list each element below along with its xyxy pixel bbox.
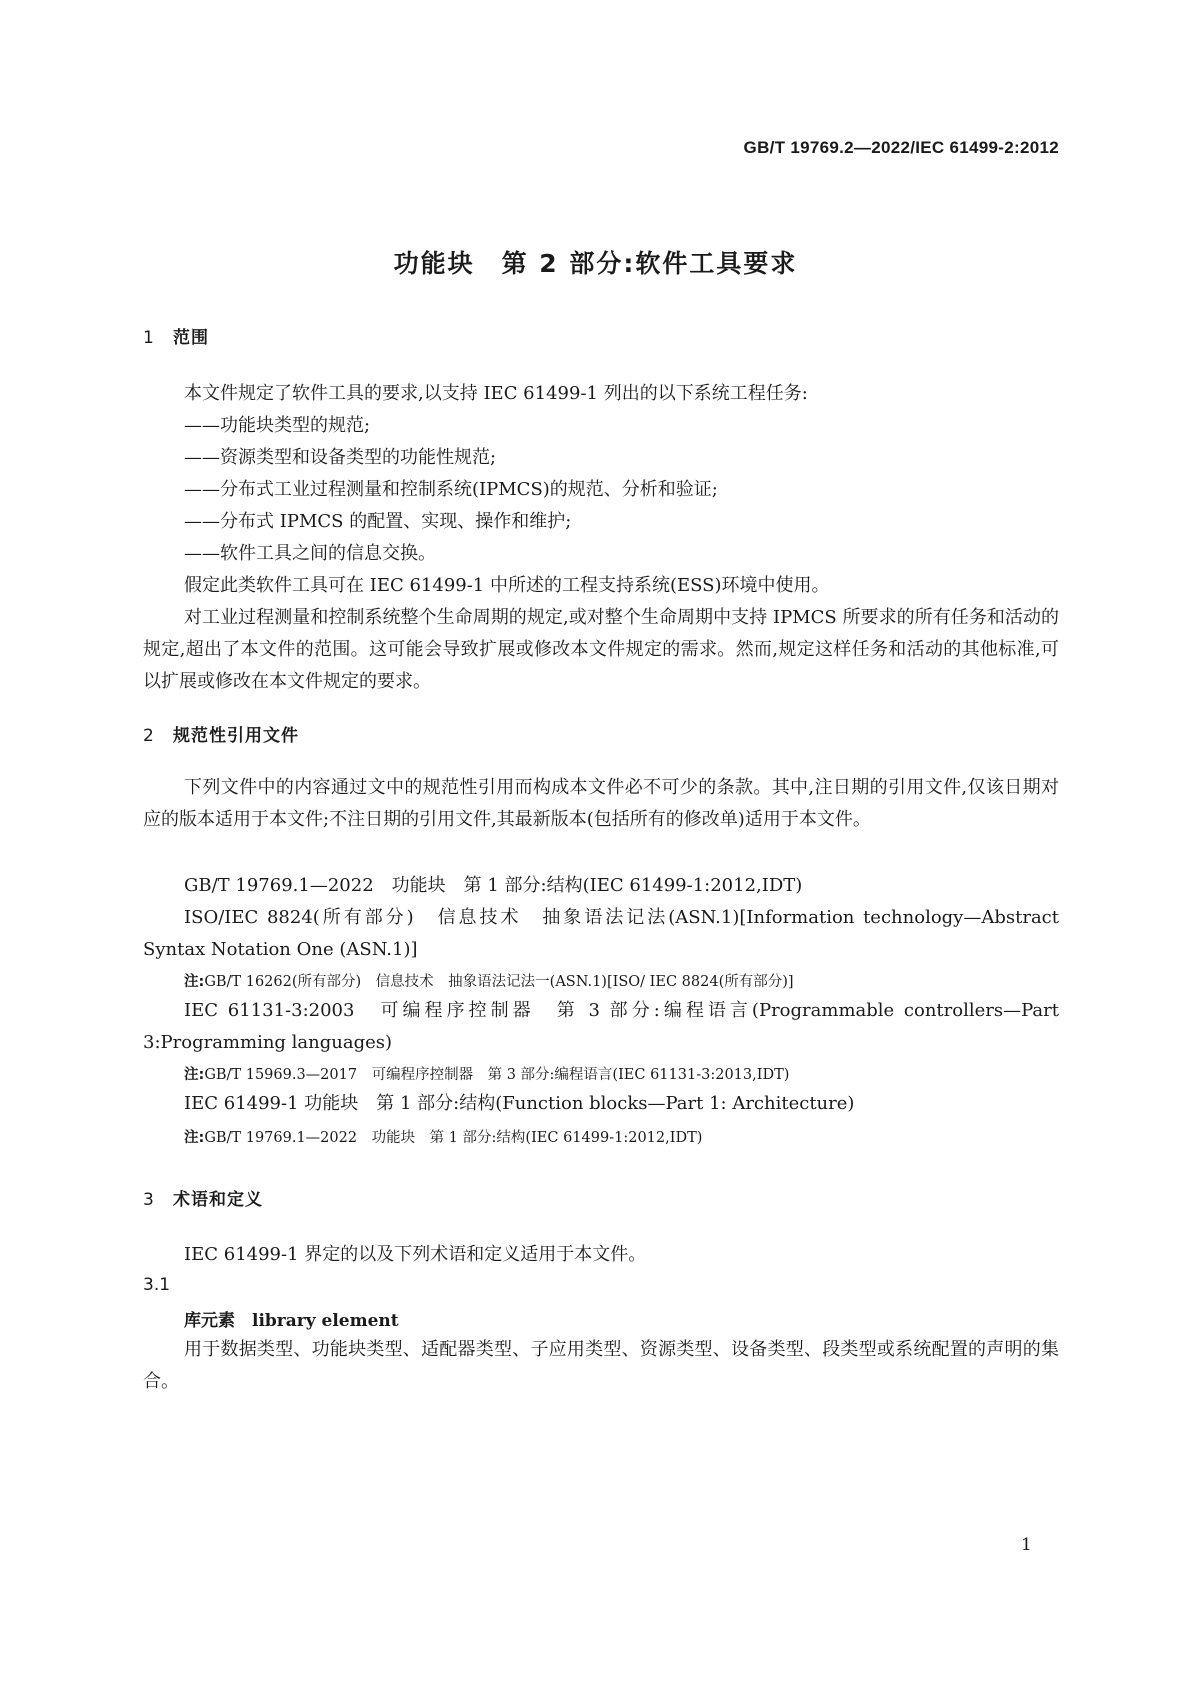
reference-item: IEC 61499-1 功能块 第 1 部分:结构(Function blocks—Part 1: Architecture) (184, 1093, 855, 1114)
scope-paragraph: 对工业过程测量和控制系统整个生命周期的规定,或对整个生命周期中支持 IPMCS 所要求的所有任务和活动的规定,超出了本文件的范围。这可能会导致扩展或修改本文件规定的需求。然而,规定这样任务和活动的其他标准,可以扩展或修改在本文件规定的要求。 (143, 607, 1059, 692)
reference-note (184, 970, 794, 991)
scope-intro: 本文件规定了软件工具的要求,以支持 IEC 61499-1 列出的以下系统工程任务: (184, 383, 808, 404)
page-number: 1 (1021, 1535, 1032, 1555)
scope-item: ——软件工具之间的信息交换。 (184, 543, 436, 564)
terms-intro: IEC 61499-1 界定的以及下列术语和定义适用于本文件。 (184, 1244, 647, 1265)
document-title: 功能块 第 2 部分:软件工具要求 (393, 249, 798, 278)
note-label: 注: (184, 1067, 205, 1083)
refs-intro: 下列文件中的内容通过文中的规范性引用而构成本文件必不可少的条款。其中,注日期的引用文件,仅该日期对应的版本适用于本文件;不注日期的引用文件,其最新版本(包括所有的修改单)适用于本文件。 (143, 777, 1059, 830)
section-number: 2 (143, 726, 155, 746)
section-number: 1 (143, 328, 155, 348)
note-text: GB/T 16262(所有部分) 信息技术 抽象语法记法一(ASN.1)[ISO/ IEC 8824(所有部分)] (204, 974, 794, 990)
reference-item: IEC 61131-3:2003 可编程序控制器 第 3 部分:编程语言(Programmable controllers—Part 3:Programming languages) (143, 1000, 1059, 1053)
scope-item: ——分布式 IPMCS 的配置、实现、操作和维护; (184, 511, 572, 532)
scope-paragraph: 假定此类软件工具可在 IEC 61499-1 中所述的工程支持系统(ESS)环境中使用。 (184, 575, 830, 596)
term-chinese: 库元素 (184, 1311, 235, 1331)
note-text: GB/T 19769.1—2022 功能块 第 1 部分:结构(IEC 61499-1:2012,IDT) (204, 1130, 703, 1146)
reference-item: GB/T 19769.1—2022 功能块 第 1 部分:结构(IEC 61499-1:2012,IDT) (184, 875, 803, 896)
note-label: 注: (184, 1130, 205, 1146)
term-definition: 用于数据类型、功能块类型、适配器类型、子应用类型、资源类型、设备类型、段类型或系统配置的声明的集合。 (143, 1339, 1059, 1392)
note-label: 注: (184, 974, 205, 990)
reference-note (184, 1126, 702, 1147)
scope-item: ——分布式工业过程测量和控制系统(IPMCS)的规范、分析和验证; (184, 479, 718, 500)
section-3-heading (143, 1185, 263, 1210)
section-title: 术语和定义 (173, 1190, 263, 1210)
reference-item: ISO/IEC 8824(所有部分) 信息技术 抽象语法记法(ASN.1)[Information technology—Abstract Syntax Notation One (ASN.1)] (143, 907, 1059, 960)
section-number: 3 (143, 1190, 155, 1210)
section-1-heading (143, 323, 209, 348)
section-2-heading (143, 721, 299, 746)
scope-item: ——资源类型和设备类型的功能性规范; (184, 447, 497, 468)
term-english: library element (252, 1311, 399, 1331)
standard-code: GB/T 19769.2—2022/IEC 61499-2:2012 (743, 138, 1059, 157)
scope-item: ——功能块类型的规范; (184, 415, 371, 436)
reference-note (184, 1063, 789, 1084)
term-entry (184, 1306, 399, 1331)
section-title: 规范性引用文件 (173, 726, 299, 746)
clause-number: 3.1 (143, 1275, 171, 1295)
section-title: 范围 (173, 328, 209, 348)
note-text: GB/T 15969.3—2017 可编程序控制器 第 3 部分:编程语言(IEC 61131-3:2013,IDT) (204, 1067, 790, 1083)
